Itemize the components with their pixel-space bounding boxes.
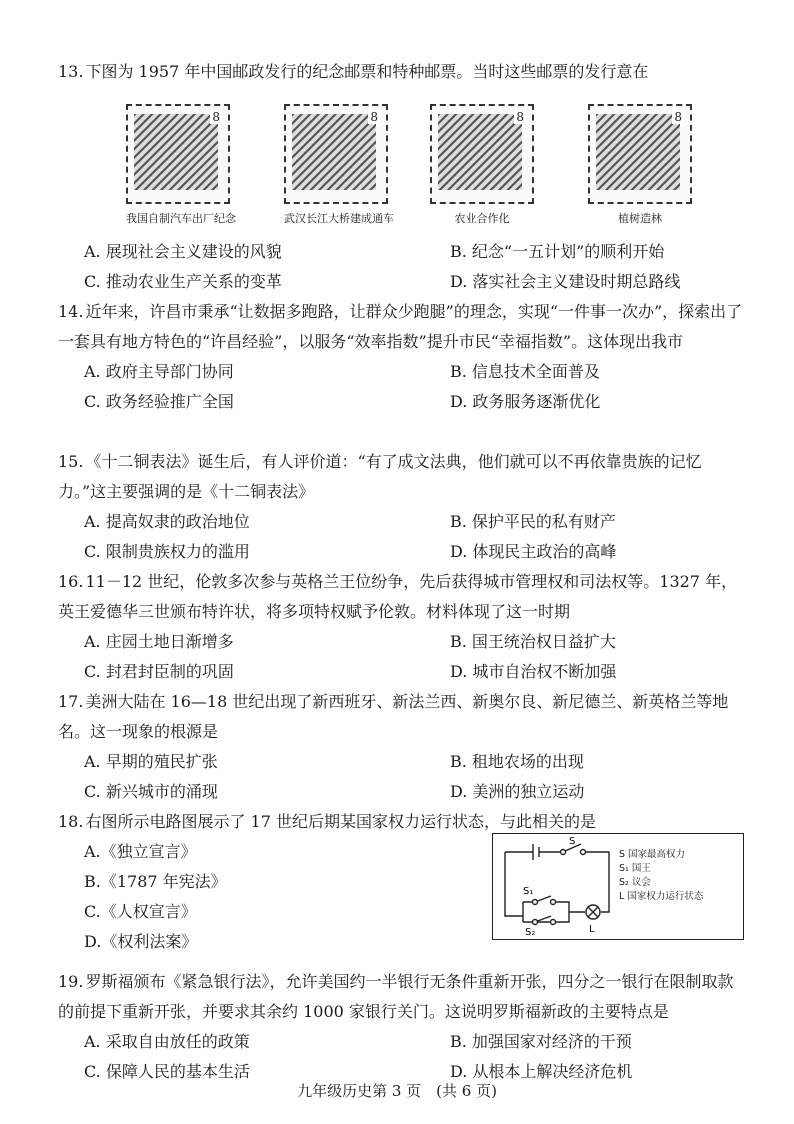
question-13 (58, 57, 748, 87)
stamp-caption: 植树造林 (618, 212, 662, 225)
circuit-legend: S 国家最高权力 S₁ 国王 S₂ 议会 L 国家权力运行状态 (619, 849, 704, 902)
option-c[interactable]: C. 限制贵族权力的滥用 (84, 542, 250, 561)
lamp-l-label: L (589, 924, 595, 935)
question-17 (58, 687, 748, 807)
circuit-diagram (492, 833, 744, 940)
option-d[interactable]: D.《权利法案》 (84, 932, 198, 951)
option-a[interactable]: A. 提高奴隶的政治地位 (84, 512, 250, 531)
stamp-forestation (588, 104, 692, 226)
option-c[interactable]: C. 保障人民的基本生活 (84, 1062, 250, 1081)
question-14 (58, 297, 748, 417)
option-a[interactable]: A. 采取自由放任的政策 (84, 1032, 250, 1051)
stamp-bridge (284, 104, 394, 226)
question-number: 13. (58, 62, 84, 81)
stamp-row (118, 104, 682, 234)
option-b[interactable]: B. 加强国家对经济的干预 (450, 1032, 632, 1051)
option-c[interactable]: C.《人权宣言》 (84, 902, 197, 921)
stamp-caption: 我国自制汽车出厂纪念 (126, 212, 236, 225)
stamp-caption: 农业合作化 (454, 212, 510, 225)
stamp-image: 8 (284, 104, 388, 204)
stamp-car (126, 104, 236, 226)
stamp-image: 8 (588, 104, 692, 204)
question-19 (58, 967, 748, 1087)
option-b[interactable]: B.《1787 年宪法》 (84, 872, 227, 891)
option-c[interactable]: C. 新兴城市的涌现 (84, 782, 218, 801)
option-b[interactable]: B. 租地农场的出现 (450, 752, 584, 771)
question-number: 19. (58, 972, 84, 991)
option-d[interactable]: D. 从根本上解决经济危机 (450, 1062, 633, 1081)
option-a[interactable]: A.《独立宣言》 (84, 842, 197, 861)
option-a[interactable]: A. 庄园土地日渐增多 (84, 632, 234, 651)
question-stem: 下图为 1957 年中国邮政发行的纪念邮票和特种邮票。当时这些邮票的发行意在 (85, 62, 649, 81)
question-15 (58, 447, 748, 567)
circuit-drawing (493, 834, 743, 939)
question-number: 16. (58, 572, 84, 591)
option-d[interactable]: D. 政务服务逐渐优化 (450, 392, 601, 411)
question-stem: 罗斯福颁布《紧急银行法》，允许美国约一半银行无条件重新开张，四分之一银行在限制取款的前提下重新开张，并要求其余约 1000 家银行关门。这说明罗斯福新政的主要特点是 (58, 972, 734, 1021)
option-d[interactable]: D. 城市自治权不断加强 (450, 662, 617, 681)
option-d[interactable]: D. 体现民主政治的高峰 (450, 542, 617, 561)
option-b[interactable]: B. 保护平民的私有财产 (450, 512, 616, 531)
option-c[interactable]: C. 推动农业生产关系的变革 (84, 272, 282, 291)
switch-s1-label: S₁ (523, 886, 534, 897)
option-a[interactable]: A. 政府主导部门协同 (84, 362, 234, 381)
question-number: 18. (58, 812, 84, 831)
option-c[interactable]: C. 政务经验推广全国 (84, 392, 234, 411)
stamp-image: 8 (430, 104, 534, 204)
stamp-agriculture (430, 104, 534, 226)
page-footer: 九年级历史第 3 页 (共 6 页) (297, 1082, 497, 1100)
question-stem: 《十二铜表法》诞生后，有人评价道：“有了成文法典，他们就可以不再依靠贵族的记忆力。”这主要强调的是《十二铜表法》 (58, 452, 702, 501)
option-b[interactable]: B. 信息技术全面普及 (450, 362, 600, 381)
stamp-image: 8 (126, 104, 230, 204)
option-b[interactable]: B. 纪念“一五计划”的顺利开始 (450, 242, 665, 261)
question-stem: 11－12 世纪，伦敦多次参与英格兰王位纷争，先后获得城市管理权和司法权等。1327 年，英王爱德华三世颁布特许状，将多项特权赋予伦敦。材料体现了这一时期 (58, 572, 738, 621)
switch-s-label: S (569, 836, 576, 847)
stamp-caption: 武汉长江大桥建成通车 (284, 212, 394, 225)
question-stem: 右图所示电路图展示了 17 世纪后期某国家权力运行状态，与此相关的是 (85, 812, 596, 831)
option-a[interactable]: A. 早期的殖民扩张 (84, 752, 218, 771)
option-d[interactable]: D. 美洲的独立运动 (450, 782, 585, 801)
question-number: 15. (58, 452, 84, 471)
question-number: 17. (58, 692, 84, 711)
question-number: 14. (58, 302, 84, 321)
option-c[interactable]: C. 封君封臣制的巩固 (84, 662, 234, 681)
option-b[interactable]: B. 国王统治权日益扩大 (450, 632, 616, 651)
option-a[interactable]: A. 展现社会主义建设的风貌 (84, 242, 282, 261)
question-16 (58, 567, 748, 687)
question-stem: 近年来，许昌市秉承“让数据多跑路，让群众少跑腿”的理念，实现“一件事一次办”，探索出了一套具有地方特色的“许昌经验”，以服务“效率指数”提升市民“幸福指数”。这体现出我市 (58, 302, 743, 351)
question-13-options (58, 237, 748, 297)
switch-s2-label: S₂ (525, 927, 536, 938)
question-stem: 美洲大陆在 16—18 世纪出现了新西班牙、新法兰西、新奥尔良、新尼德兰、新英格兰等地名。这一现象的根源是 (58, 692, 729, 741)
option-d[interactable]: D. 落实社会主义建设时期总路线 (450, 272, 681, 291)
